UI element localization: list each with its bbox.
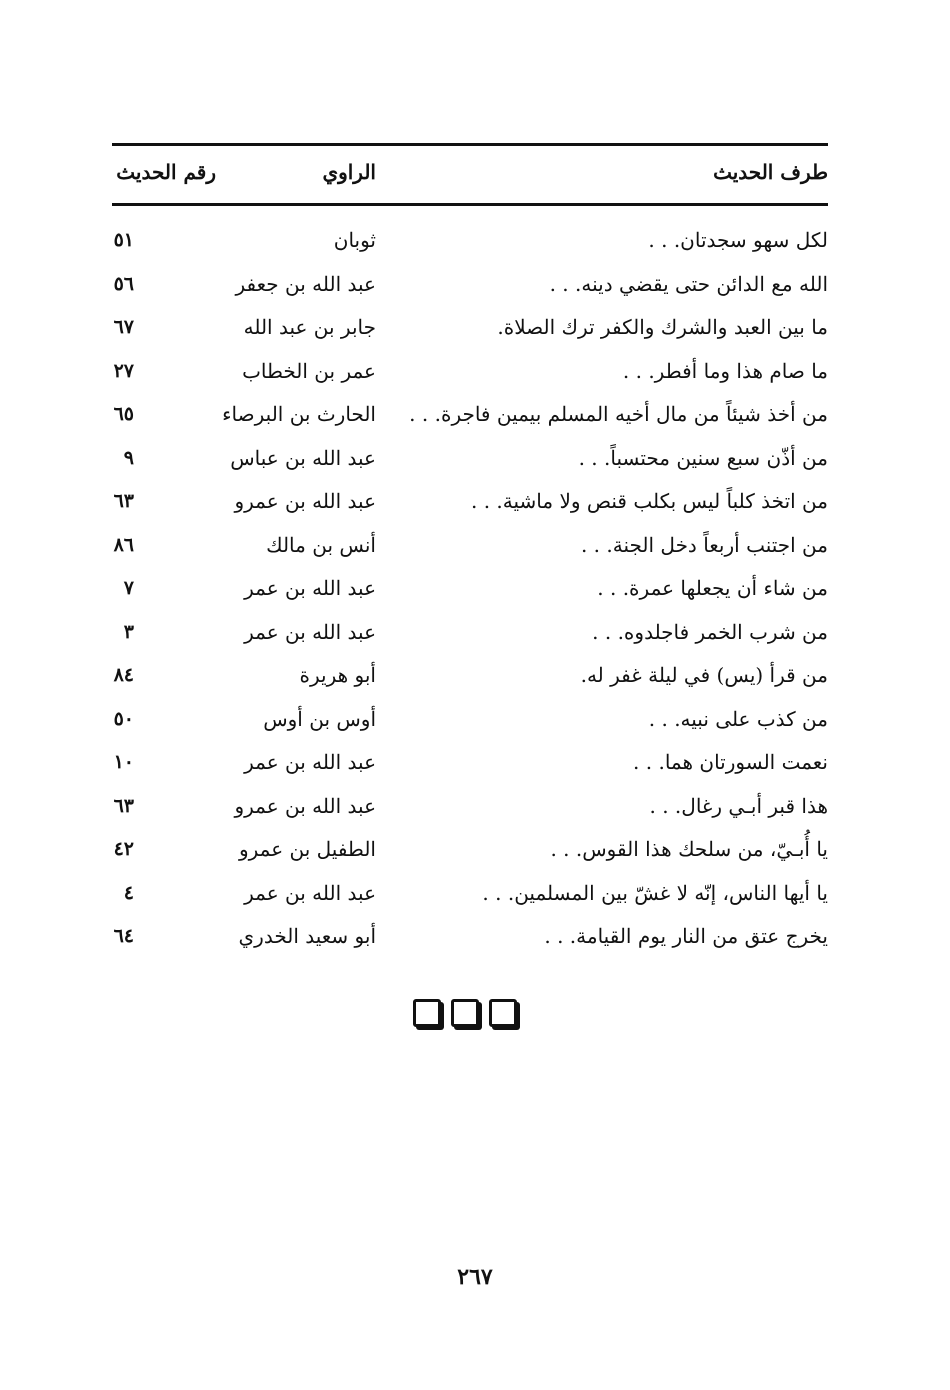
hadith-number: ٥٦ xyxy=(113,272,134,295)
table-row xyxy=(112,827,828,871)
table-row xyxy=(112,610,828,654)
hadith-text: من شرب الخمر فاجلدوه. . . xyxy=(592,619,828,644)
hadith-text: من شاء أن يجعلها عمرة. . . xyxy=(597,576,828,600)
hadith-number: ٦٧ xyxy=(113,316,134,338)
hadith-number: ٩ xyxy=(123,446,134,469)
hadith-number: ٦٥ xyxy=(113,403,134,425)
narrator-name: أنس بن مالك xyxy=(266,532,376,557)
table-row xyxy=(112,566,828,610)
narrator-name: عبد الله بن عمر xyxy=(244,750,376,774)
hadith-number: ٦٤ xyxy=(113,925,134,947)
hadith-number: ٦٣ xyxy=(113,794,134,817)
narrator-name: أبو سعيد الخدري xyxy=(238,924,376,948)
hadith-text: لكل سهو سجدتان. . . xyxy=(648,228,828,252)
narrator-name: عبد الله بن عمر xyxy=(244,880,376,905)
narrator-name: عمر بن الخطاب xyxy=(242,358,376,383)
hadith-text: ما صام هذا وما أفطر. . . xyxy=(622,358,828,383)
narrator-name: ثوبان xyxy=(333,228,376,252)
square-ornament-icon xyxy=(451,999,479,1027)
narrator-name: عبد الله بن عمرو xyxy=(234,793,376,818)
hadith-number: ٤٢ xyxy=(113,838,134,860)
narrator-name: عبد الله بن عمرو xyxy=(234,489,376,513)
page-number: ٢٦٧ xyxy=(457,1264,493,1290)
table-row xyxy=(112,436,828,480)
table-row xyxy=(112,392,828,436)
narrator-name: جابر بن عبد الله xyxy=(243,315,376,339)
table-row xyxy=(112,740,828,784)
table-row xyxy=(112,871,828,915)
table-header xyxy=(112,150,828,198)
hadith-text: من اجتنب أربعاً دخل الجنة. . . xyxy=(580,532,828,557)
header-rule xyxy=(112,203,828,206)
narrator-name: أوس بن أوس xyxy=(263,706,376,731)
narrator-name: الطفيل بن عمرو xyxy=(238,837,376,861)
narrator-name: عبد الله بن عمر xyxy=(244,576,376,600)
hadith-number: ٥٠ xyxy=(113,707,134,730)
hadith-number: ٤ xyxy=(123,881,134,904)
table-row xyxy=(112,697,828,741)
header-number: رقم الحديث xyxy=(116,160,216,184)
hadith-text: نعمت السورتان هما. . . xyxy=(633,750,828,774)
table-row xyxy=(112,914,828,958)
square-ornament-icon xyxy=(413,999,441,1027)
table-row xyxy=(112,218,828,262)
hadith-text: من أخذ شيئاً من مال أخيه المسلم بيمين فاجرة. . . xyxy=(409,402,828,426)
hadith-number: ٣ xyxy=(123,620,134,643)
section-end-ornament xyxy=(413,999,517,1027)
hadith-text: يا أُبـيّ، من سلحك هذا القوس. . . xyxy=(550,837,828,861)
hadith-text: هذا قبر أبـي رغال. . . xyxy=(649,793,828,818)
narrator-name: عبد الله بن عمر xyxy=(244,619,376,644)
table-row xyxy=(112,523,828,567)
hadith-number: ٧ xyxy=(123,577,134,599)
hadith-number: ٥١ xyxy=(113,229,134,251)
hadith-text: الله مع الدائن حتى يقضي دينه. . . xyxy=(549,271,828,296)
narrator-name: عبد الله بن جعفر xyxy=(235,271,376,296)
header-narrator: الراوي xyxy=(322,160,376,184)
hadith-text: ما بين العبد والشرك والكفر ترك الصلاة. xyxy=(497,315,828,339)
hadith-text: من قرأ (يس) في ليلة غفر له. xyxy=(580,663,828,687)
hadith-text: من اتخذ كلباً ليس بكلب قنص ولا ماشية. . . xyxy=(470,489,828,513)
narrator-name: عبد الله بن عباس xyxy=(230,445,376,470)
hadith-index-table xyxy=(112,218,828,958)
table-row xyxy=(112,305,828,349)
hadith-text: من كذب على نبيه. . . xyxy=(648,706,828,731)
hadith-text: يخرج عتق من النار يوم القيامة. . . xyxy=(544,924,828,948)
hadith-number: ١٠ xyxy=(113,751,134,773)
narrator-name: أبو هريرة xyxy=(299,663,376,687)
table-row xyxy=(112,262,828,306)
hadith-text: يا أيها الناس، إنّه لا غشّ بين المسلمين. . . xyxy=(482,880,828,905)
header-hadith: طرف الحديث xyxy=(713,160,828,184)
table-row xyxy=(112,479,828,523)
hadith-text: من أذّن سبع سنين محتسباً. . . xyxy=(578,445,828,470)
table-row xyxy=(112,349,828,393)
hadith-number: ٦٣ xyxy=(113,490,134,512)
table-row xyxy=(112,653,828,697)
square-ornament-icon xyxy=(489,999,517,1027)
top-rule xyxy=(112,143,828,146)
hadith-number: ٨٦ xyxy=(113,533,134,556)
narrator-name: الحارث بن البرصاء xyxy=(222,402,376,426)
hadith-number: ٢٧ xyxy=(113,359,134,382)
table-row xyxy=(112,784,828,828)
hadith-number: ٨٤ xyxy=(113,664,134,686)
